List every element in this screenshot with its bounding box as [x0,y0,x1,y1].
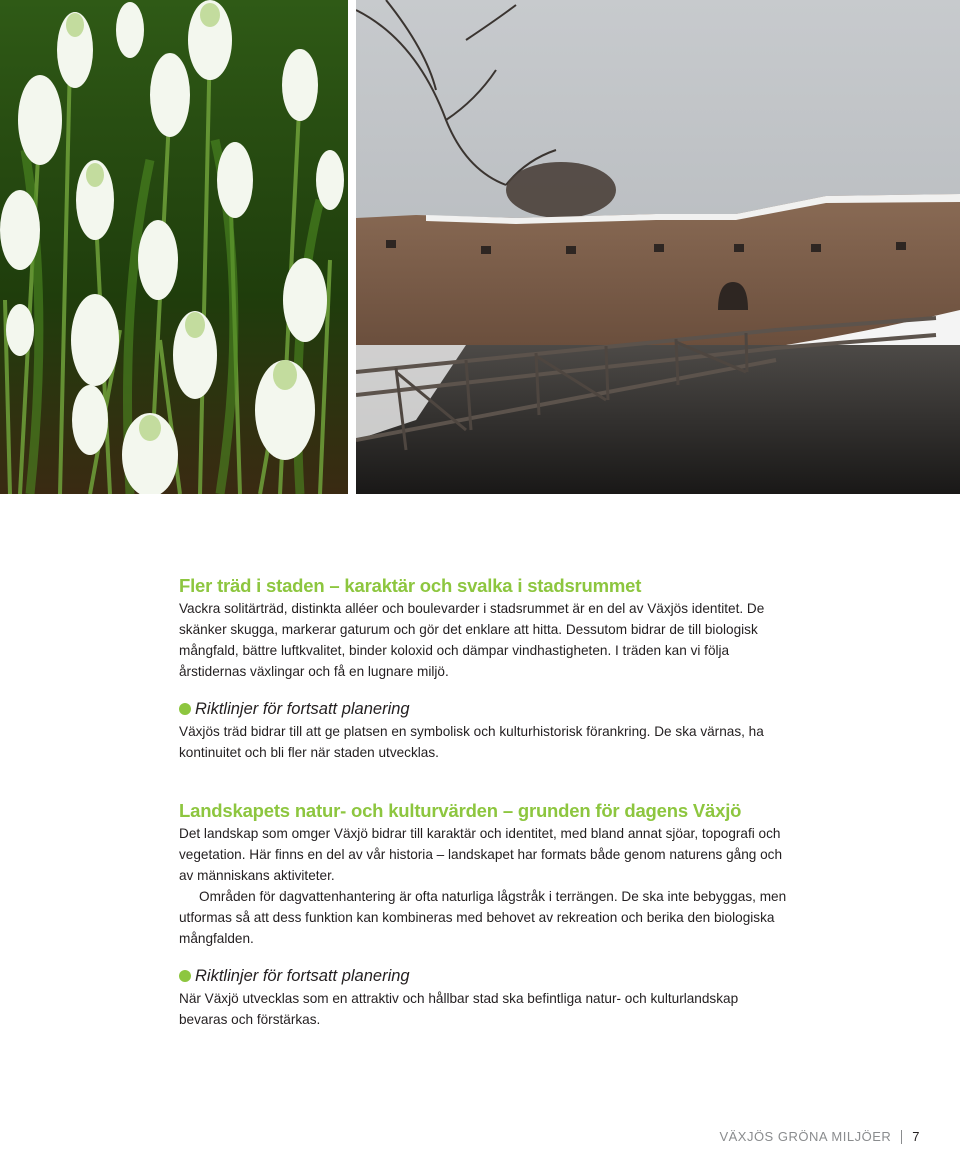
section-landscape [179,799,789,1030]
photo-strip [0,0,960,494]
guidelines-heading-text: Riktlinjer för fortsatt planering [195,700,410,718]
castle-photo [356,0,960,494]
green-bullet-icon [179,703,191,715]
section-landscape-heading: Landskapets natur- och kulturvärden – grunden för dagens Växjö [179,800,742,821]
guidelines-body: När Växjö utvecklas som en attraktiv och hållbar stad ska befintliga natur- och kulturlandskap bevaras och förstärkas. [179,991,739,1027]
guidelines-heading [179,964,789,988]
section-trees-body: Vackra solitärträd, distinkta alléer och boulevarder i stadsrummet är en del av Växjös identitet. De skänker skugga, markerar gaturum och gör det enklare att hitta. Dessutom bidrar de till biologisk mångfald, bättre luftkvalitet, binder koloxid och dämpar vindhastigheten. I träden kan vi följa årstidernas växlingar och få en lugnare miljö. [179,601,765,679]
section-trees [179,574,789,763]
page-footer [719,1129,920,1145]
publication-title: VÄXJÖS GRÖNA MILJÖER [719,1129,892,1144]
section-trees-heading: Fler träd i staden – karaktär och svalka i stadsrummet [179,575,642,596]
guidelines-body: Växjös träd bidrar till att ge platsen en symbolisk och kulturhistorisk förankring. De ska värnas, ha kontinuitet och bli fler när staden utvecklas. [179,724,764,760]
footer-divider [901,1130,902,1144]
castle-image [356,0,960,494]
section-trees-guidelines [179,697,789,763]
page-number: 7 [912,1129,920,1144]
guidelines-heading-text: Riktlinjer för fortsatt planering [195,967,410,985]
green-bullet-icon [179,970,191,982]
guidelines-heading [179,697,789,721]
flowers-photo [0,0,348,494]
flowers-image [0,0,348,494]
section-landscape-body-2: Områden för dagvattenhantering är ofta naturliga lågstråk i terrängen. De ska inte bebyggas, men utformas så att dess funktion kan kombineras med behovet av rekreation och berika den biologiska mångfalden. [179,889,787,946]
section-landscape-body-1: Det landskap som omger Växjö bidrar till karaktär och identitet, med bland annat sjöar, topografi och vegetation. Här finns en del av vår historia – landskapet har formats både genom naturens gång och av människans aktiviteter. [179,826,783,883]
article-content [179,574,789,1030]
section-landscape-guidelines [179,964,789,1030]
